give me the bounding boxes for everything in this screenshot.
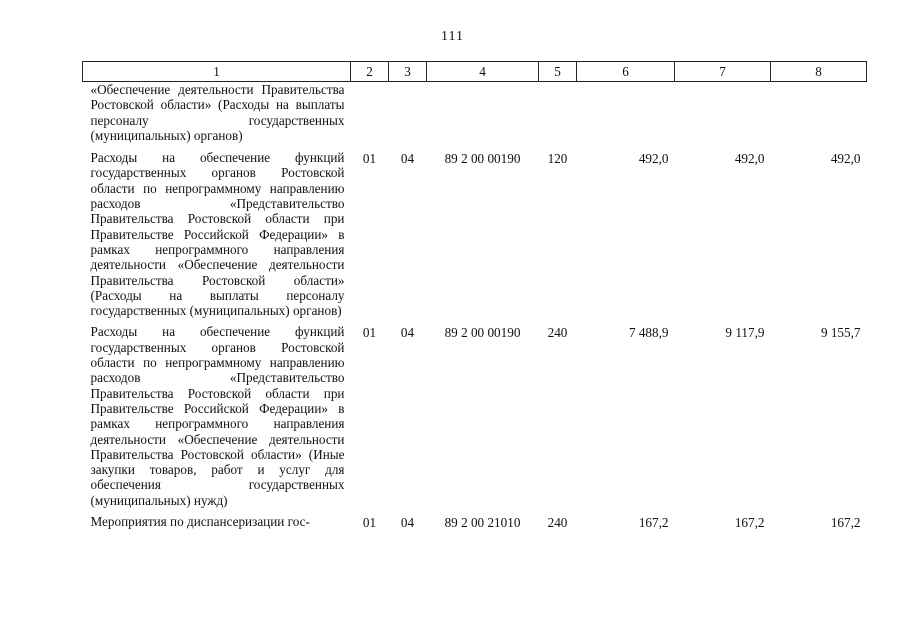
row-value-6: 7 488,9 — [628, 325, 669, 341]
header-cell: 5 — [539, 62, 577, 82]
row-subsection: 04 — [400, 515, 415, 531]
row-section: 01 — [362, 151, 377, 167]
row-expense-type: 240 — [547, 515, 568, 531]
row-value-6: 167,2 — [638, 515, 669, 531]
row-value-7: 492,0 — [734, 151, 765, 167]
row-target-code — [427, 82, 539, 151]
header-cell: 4 — [427, 62, 539, 82]
row-subsection: 04 — [400, 151, 415, 167]
row-value-7: 167,2 — [734, 515, 765, 531]
header-cell: 8 — [771, 62, 867, 82]
row-value-6: 492,0 — [638, 151, 669, 167]
table-row — [83, 82, 867, 151]
row-section: 01 — [362, 515, 377, 531]
row-value-8: 167,2 — [830, 515, 861, 531]
row-value-8: 492,0 — [830, 151, 861, 167]
table-row — [83, 514, 867, 536]
row-value-8: 9 155,7 — [820, 325, 861, 341]
row-section: 01 — [362, 325, 377, 341]
row-name: Расходы на обеспечение функций государственных органов Ростовской области по непрограммному направлению расходов «Представительство Правительства Ростовской области при Правительстве Российской Федерации» в рамках непрограммного направления деятельности «Обеспечение деятельности Правительства Ростовской области» (Расходы на выплаты персоналу государственных (муниципальных) органов) — [90, 150, 345, 319]
row-expense-type — [539, 82, 577, 151]
row-target-code: 89 2 00 00190 — [444, 151, 521, 167]
row-section — [351, 82, 389, 151]
row-subsection — [389, 82, 427, 151]
table-row — [83, 150, 867, 324]
table-row — [83, 324, 867, 514]
row-name: Расходы на обеспечение функций государственных органов Ростовской области по непрограммному направлению расходов «Представительство Правительства Ростовской области при Правительстве Российской Федерации» в рамках непрограммного направления деятельности «Обеспечение деятельности Правительства Ростовской области» (Иные закупки товаров, работ и услуг для обеспечения государственных (муниципальных) нужд) — [90, 324, 345, 508]
page-number: 111 — [441, 29, 464, 44]
row-value-7 — [675, 82, 771, 151]
row-subsection: 04 — [400, 325, 415, 341]
header-cell: 3 — [389, 62, 427, 82]
budget-table — [82, 61, 867, 536]
header-cell: 2 — [351, 62, 389, 82]
header-cell: 6 — [577, 62, 675, 82]
row-expense-type: 120 — [547, 151, 568, 167]
row-value-8 — [771, 82, 867, 151]
row-value-7: 9 117,9 — [725, 325, 765, 341]
row-target-code: 89 2 00 00190 — [444, 325, 521, 341]
row-target-code: 89 2 00 21010 — [444, 515, 521, 531]
header-row — [83, 62, 867, 82]
row-expense-type: 240 — [547, 325, 568, 341]
header-cell: 1 — [83, 62, 351, 82]
header-cell: 7 — [675, 62, 771, 82]
row-value-6 — [577, 82, 675, 151]
row-name: «Обеспечение деятельности Правительства Ростовской области» (Расходы на выплаты персоналу государственных (муниципальных) органов) — [90, 82, 345, 143]
row-name: Мероприятия по диспансеризации гос- — [90, 514, 310, 530]
